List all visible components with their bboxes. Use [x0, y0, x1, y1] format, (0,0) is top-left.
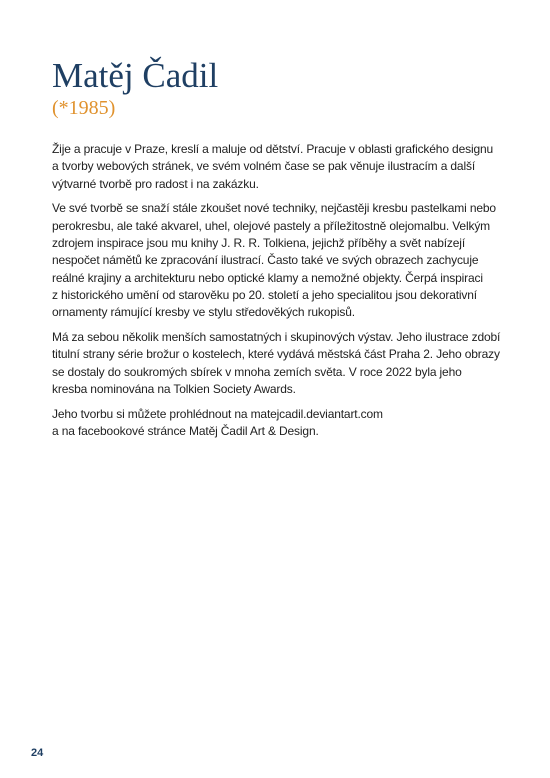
page-number: 24: [31, 747, 44, 759]
birth-year: (*1985): [52, 97, 116, 119]
text-line: výtvarné tvorbě pro radost i na zakázku.: [52, 176, 259, 191]
paragraph: [52, 329, 502, 398]
text-line: se dostaly do soukromých sbírek v mnoha zemích světa. V roce 2022 byla jeho: [52, 364, 462, 379]
text-line: z historického umění od starověku po 20. století a jeho specialitou jsou dekorativní: [52, 287, 477, 302]
paragraph: [52, 200, 502, 321]
text-line: Ve své tvorbě se snaží stále zkoušet nové techniky, nejčastěji kresbu pastelkami nebo: [52, 201, 496, 216]
text-line: nespočet námětů ke zpracování ilustrací. Často také ve svých obrazech zachycuje: [52, 253, 479, 268]
paragraph: [52, 141, 502, 193]
text-line: a tvorby webových stránek, ve svém volném čase se pak věnuje ilustracím a další: [52, 159, 476, 174]
text-line: Má za sebou několik menších samostatných i skupinových výstav. Jeho ilustrace zdobí: [52, 329, 501, 344]
text-line: zdrojem inspirace jsou mu knihy J. R. R. Tolkiena, jejichž příběhy a svět nabízejí: [52, 235, 466, 250]
text-line: titulní strany série brožur o kostelech, které vydává městská část Praha 2. Jeho obrazy: [52, 347, 500, 362]
paragraph: [52, 406, 502, 441]
text-line: perokresbu, ale také akvarel, uhel, olejové pastely a příležitostně olejomalbu. Velkým: [52, 218, 491, 233]
biography-text: [52, 141, 502, 448]
text-line: kresba nominována na Tolkien Society Awards.: [52, 381, 296, 396]
text-line: ornamenty rámující kresby ve stylu středověkých rukopisů.: [52, 305, 355, 320]
artist-name-heading: Matěj Čadil: [52, 56, 219, 95]
text-line: Žije a pracuje v Praze, kreslí a maluje od dětství. Pracuje v oblasti grafického designu: [52, 142, 494, 156]
text-line: a na facebookové stránce Matěj Čadil Art & Design.: [52, 423, 319, 438]
text-line: Jeho tvorbu si můžete prohlédnout na matejcadil.deviantart.com: [52, 406, 383, 421]
text-line: reálné krajiny a architekturu nebo optické klamy a nemožné objekty. Čerpá inspiraci: [52, 270, 483, 285]
